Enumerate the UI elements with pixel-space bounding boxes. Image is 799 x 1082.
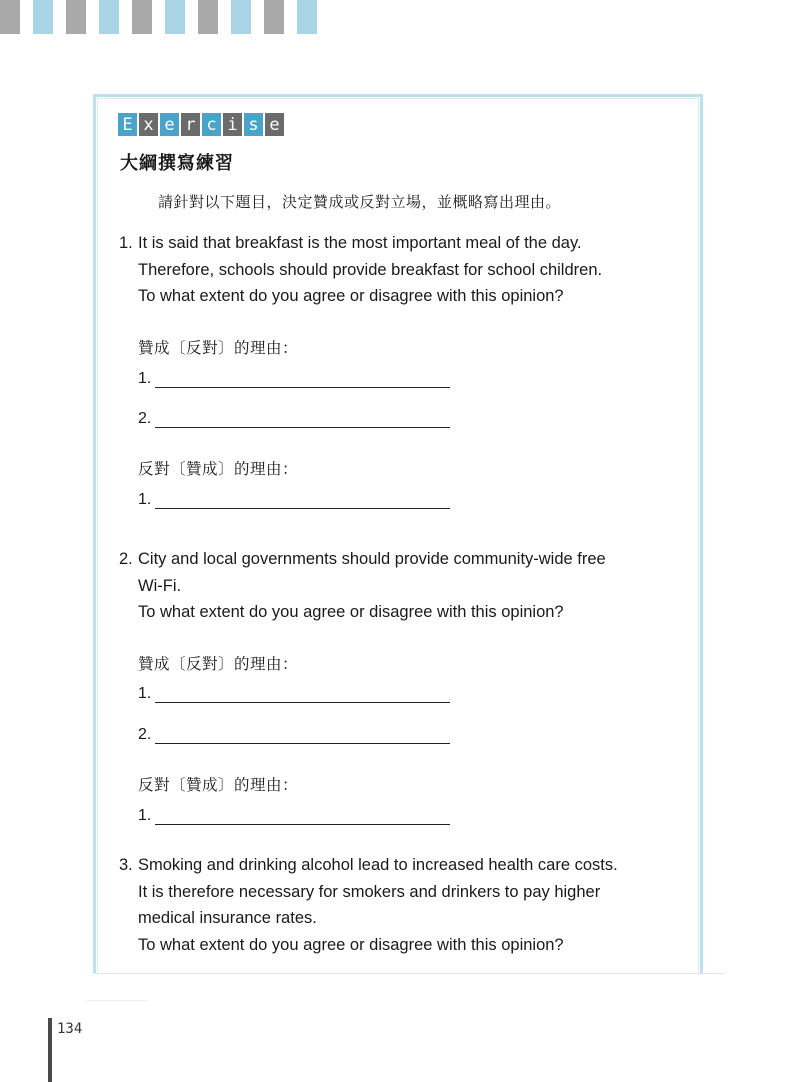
write-in-line[interactable] (155, 490, 450, 509)
top-decorative-strip (0, 0, 330, 34)
frame-bottom-line (93, 973, 725, 974)
question-number: 3. (119, 856, 133, 874)
question-number: 2. (119, 550, 133, 568)
question-line: City and local governments should provide community-wide free (138, 550, 606, 568)
answer-line (138, 725, 450, 744)
footer-rule (86, 1000, 148, 1001)
blank-number: 2. (138, 726, 152, 743)
section-heading: 大綱撰寫練習 (120, 153, 234, 174)
answer-line (138, 409, 450, 428)
strip-square (132, 0, 152, 34)
answer-line (138, 684, 450, 703)
question-line: Wi-Fi. (138, 576, 182, 595)
exercise-letter: s (244, 113, 263, 136)
strip-square (33, 0, 53, 34)
answer-line (138, 369, 450, 388)
question-line: Therefore, schools should provide breakfast for school children. (138, 260, 603, 279)
question-line: It is therefore necessary for smokers and drinkers to pay higher (138, 882, 601, 901)
blank-number: 1. (138, 491, 152, 508)
exercise-letter: i (223, 113, 242, 136)
question-2 (119, 546, 606, 626)
question-line: It is said that breakfast is the most important meal of the day. (138, 234, 582, 252)
strip-square (231, 0, 251, 34)
write-in-line[interactable] (155, 806, 450, 825)
pro-reason-label: 贊成〔反對〕的理由： (138, 339, 299, 357)
strip-square (264, 0, 284, 34)
question-line: To what extent do you agree or disagree with this opinion? (138, 287, 564, 305)
question-1 (119, 230, 602, 310)
strip-square (297, 0, 317, 34)
page-number: 134 (57, 1021, 83, 1037)
strip-square (0, 0, 20, 34)
write-in-line[interactable] (155, 684, 450, 703)
blank-number: 1. (138, 370, 152, 387)
exercise-letter: r (181, 113, 200, 136)
exercise-letter: e (160, 113, 179, 136)
exercise-title (118, 113, 284, 136)
write-in-line[interactable] (155, 369, 450, 388)
exercise-letter: e (265, 113, 284, 136)
answer-line (138, 490, 450, 509)
strip-square (198, 0, 218, 34)
strip-square (165, 0, 185, 34)
pro-reason-label: 贊成〔反對〕的理由： (138, 655, 299, 673)
question-line: To what extent do you agree or disagree with this opinion? (138, 935, 564, 954)
question-line: To what extent do you agree or disagree with this opinion? (138, 603, 564, 621)
exercise-letter: c (202, 113, 221, 136)
con-reason-label: 反對〔贊成〕的理由： (138, 460, 299, 478)
write-in-line[interactable] (155, 725, 450, 744)
exercise-letter: x (139, 113, 158, 136)
question-3 (119, 852, 618, 958)
question-line: Smoking and drinking alcohol lead to increased health care costs. (138, 856, 618, 874)
question-number: 1. (119, 234, 133, 252)
page-number-bar (48, 1018, 52, 1082)
question-line: medical insurance rates. (138, 909, 317, 927)
con-reason-label: 反對〔贊成〕的理由： (138, 776, 299, 794)
exercise-letter: E (118, 113, 137, 136)
instruction-text: 請針對以下題目，決定贊成或反對立場，並概略寫出理由。 (158, 193, 562, 211)
strip-square (99, 0, 119, 34)
write-in-line[interactable] (155, 409, 450, 428)
blank-number: 1. (138, 807, 152, 824)
strip-square (66, 0, 86, 34)
blank-number: 1. (138, 685, 152, 702)
answer-line (138, 806, 450, 825)
blank-number: 2. (138, 410, 152, 427)
